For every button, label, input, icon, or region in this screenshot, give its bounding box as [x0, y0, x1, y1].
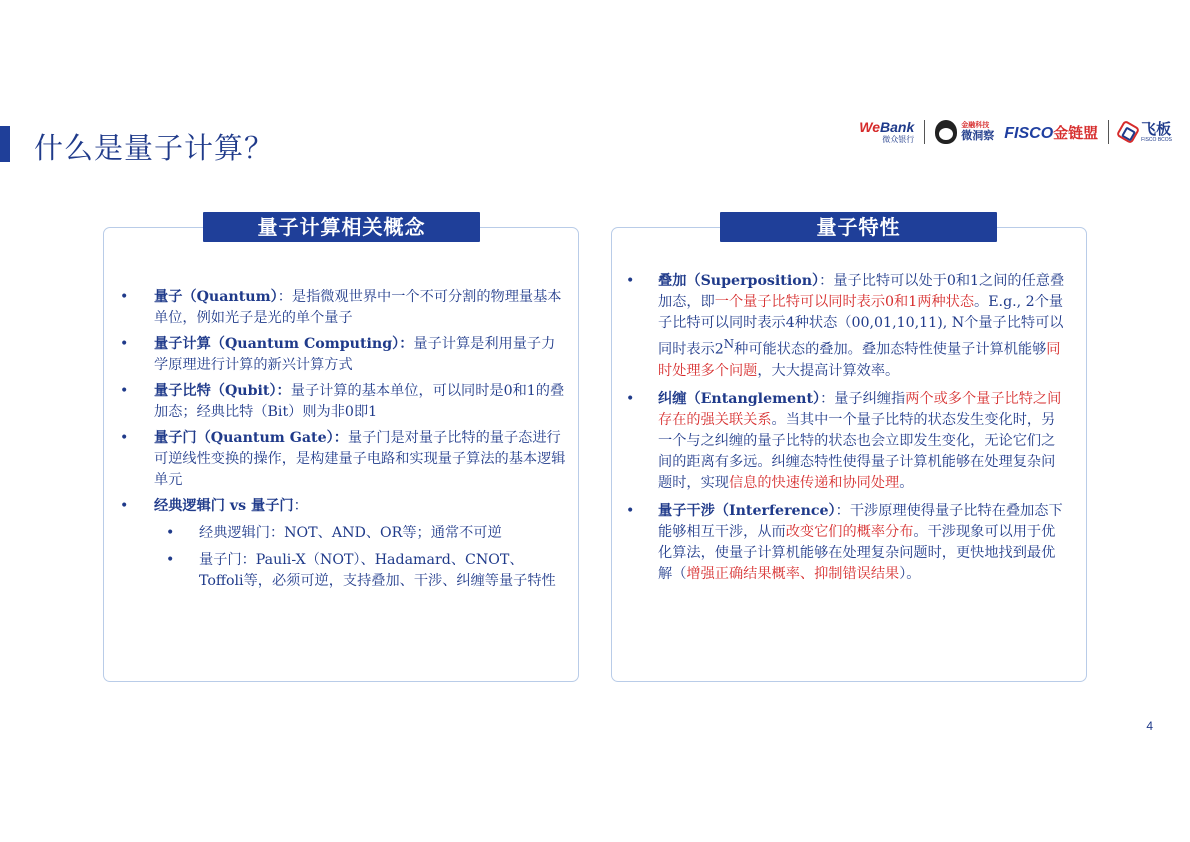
- feiban-logo: [1119, 122, 1172, 143]
- webank-logo-bank: Bank: [880, 119, 915, 135]
- concept-gate-comparison: [120, 496, 566, 592]
- logo-separator: [1108, 120, 1109, 144]
- fisco-logo-text: FISCO: [1004, 124, 1054, 142]
- feiban-logo-main: 飞板: [1141, 120, 1172, 138]
- property-entanglement: [626, 389, 1066, 494]
- webank-logo: [859, 120, 914, 144]
- weidongcha-logo: [935, 120, 994, 144]
- logo-separator: [924, 120, 925, 144]
- classical-gates-item: • 经典逻辑门：NOT、AND、OR等；通常不可逆: [154, 523, 566, 544]
- property-text: 种可能状态的叠加。叠加态特性使量子计算机能够: [734, 341, 1047, 358]
- concepts-list: [120, 287, 566, 598]
- property-term: 叠加（Superposition）: [658, 273, 820, 289]
- properties-list: [626, 271, 1066, 592]
- concept-text: 量子计算是利用量子力学原理进行计算的新兴计算方式: [154, 336, 556, 373]
- property-text: ，大大提高计算效率。: [757, 362, 900, 379]
- webank-logo-we: We: [859, 119, 881, 135]
- concept-term: 经典逻辑门 vs 量子门: [154, 498, 294, 514]
- weidongcha-logo-main: 微洞察: [961, 130, 995, 142]
- property-highlight: 两个或多个量子比特之间存在的强关联关系: [658, 390, 1062, 428]
- concept-text: ：: [293, 498, 308, 514]
- property-highlight: 一个量子比特可以同时表示0和1两种状态: [714, 294, 975, 310]
- property-text: 。E.g., 2个量子比特可以同时表示4种状态（00,01,10,11), N个量子比特可以同时表示2: [658, 294, 1064, 358]
- property-text: ：量子比特可以处于0和1之间的任意叠加态，即: [658, 273, 1065, 310]
- concept-quantum-computing: [120, 334, 566, 376]
- property-text: ）。: [899, 565, 921, 582]
- fisco-logo-cn: 金链盟: [1053, 124, 1099, 142]
- property-superposition: [626, 271, 1066, 382]
- property-text: ：干涉原理使得量子比特在叠加态下能够相互干涉，从而: [658, 502, 1063, 540]
- property-highlight: 同时处理多个问题: [658, 341, 1061, 379]
- property-text: 。当其中一个量子比特的状态发生变化时，另一个与之纠缠的量子比特的状态也会立即发生变化，无论它们之间的距离有多远。纠缠态特性使得量子计算机能够在处理复杂问题时，实现: [658, 411, 1056, 491]
- concept-term: 量子门（Quantum Gate）：: [154, 430, 348, 446]
- title-accent-bar: [0, 126, 10, 162]
- property-interference: [626, 501, 1066, 585]
- hexagon-icon: [1116, 120, 1141, 145]
- partner-logos: [859, 118, 1172, 146]
- concept-text: 量子门是对量子比特的量子态进行可逆线性变换的操作，是构建量子电路和实现量子算法的基本逻辑单元: [154, 430, 566, 488]
- property-highlight: 改变它们的概率分布: [785, 523, 914, 540]
- concept-quantum-gate: [120, 428, 566, 491]
- property-text: 。: [899, 474, 914, 491]
- quantum-gates-item: • 量子门：Pauli-X（NOT）、Hadamard、CNOT、Toffoli等，必须可逆，支持叠加、干涉、纠缠等量子特性: [154, 550, 566, 592]
- feiban-logo-sub: FISCO BCOS: [1141, 136, 1172, 143]
- concept-quantum: [120, 287, 566, 329]
- property-highlight: 信息的快速传递和协同处理: [728, 474, 900, 491]
- penguin-icon: [935, 120, 957, 144]
- property-term: 量子干涉（Interference）: [658, 502, 836, 519]
- page-title: 什么是量子计算？: [34, 131, 275, 165]
- property-text: ：量子纠缠指: [820, 390, 906, 407]
- concepts-panel-header: 量子计算相关概念: [203, 212, 480, 242]
- page-number: 4: [1146, 719, 1153, 733]
- superscript-n: N: [723, 337, 735, 351]
- webank-logo-sub: 微众银行: [882, 135, 915, 144]
- concept-text: ：是指微观世界中一个不可分割的物理量基本单位，例如光子是光的单个量子: [154, 289, 562, 326]
- weidongcha-logo-top: 金融科技: [961, 122, 990, 129]
- concept-qubit: [120, 381, 566, 423]
- properties-panel-header: 量子特性: [720, 212, 997, 242]
- property-term: 纠缠（Entanglement）: [658, 390, 821, 407]
- property-text: 。干涉现象可以用于优化算法，使量子计算机能够在处理复杂问题时，更快地找到最优解（: [658, 523, 1056, 582]
- property-highlight: 增强正确结果概率、抑制错误结果: [686, 565, 900, 582]
- concept-term: 量子比特（Qubit）：: [154, 383, 291, 399]
- fisco-logo: [1004, 122, 1098, 143]
- gate-comparison-list: [154, 523, 566, 592]
- concept-term: 量子计算（Quantum Computing）：: [154, 336, 414, 352]
- concept-text: 量子计算的基本单位，可以同时是0和1的叠加态；经典比特（Bit）则为非0即1: [154, 383, 565, 420]
- concept-term: 量子（Quantum）: [154, 289, 278, 305]
